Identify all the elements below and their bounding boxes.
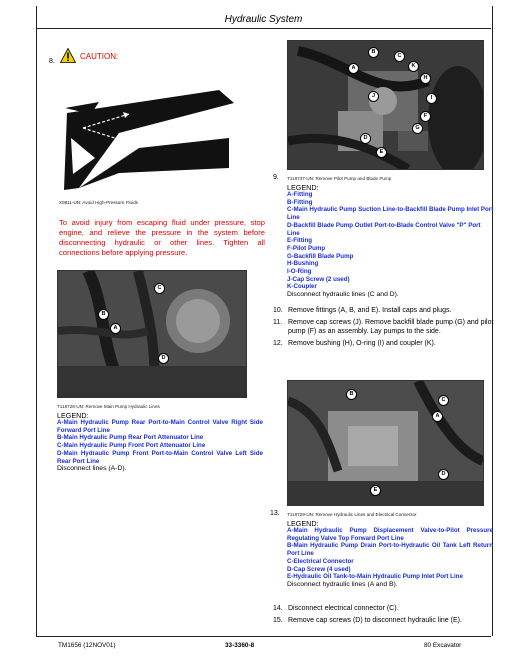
legend-item: D-Main Hydraulic Pump Front Port-to-Main Control Valve Left Side Rear Port Line [57,449,263,465]
fig1-callout: A [348,63,359,74]
fig1-callout: B [368,47,379,58]
footer-rule [36,636,491,637]
legend2 [57,419,263,473]
caution-icon [60,48,76,68]
caution-image-caption: X9811-UN: Avoid High-Pressure Fluids [59,200,138,205]
legend-item: H-Bushing [287,260,319,268]
step9-legend [287,191,495,299]
step-row [273,616,495,625]
step-row [273,306,495,315]
step13-legend-title: LEGEND: [287,519,319,528]
step-row [273,318,495,336]
caution-label: CAUTION: [80,52,119,61]
legend-item: F-Pilot Pump [287,244,326,252]
main-pump-hydraulic-lines-photo [57,270,247,398]
step-text: Remove cap screws (D) to disconnect hydraulic line (E). [288,617,462,624]
legend-item: A-Fitting [287,191,313,198]
footer-model: 80 Excavator [424,642,462,649]
step13-instruction: Disconnect hydraulic lines (A and B). [287,580,398,588]
legend-item: B-Main Hydraulic Pump Drain Port-to-Hydraulic Oil Tank Left Return Port Line [287,542,493,558]
step-text: Remove bushing (H), O-ring (I) and coupler (K). [288,340,436,347]
legend-item: B-Main Hydraulic Pump Rear Port Attenuator Line [57,434,204,442]
fig1-callout: D [360,133,371,144]
fig3-callout: C [438,395,449,406]
step-8-number: 8. [49,58,55,65]
high-pressure-fluid-illustration [59,78,239,196]
legend-item: A-Main Hydraulic Pump Rear Port-to-Main Control Valve Right Side Forward Port Line [57,419,263,434]
legend-item: C-Main Hydraulic Pump Suction Line-to-Backfill Blade Pump Inlet Port Line [287,206,494,222]
fig3-caption: T118729-UN: Remove Hydraulic Lines and Electrical Connector [287,512,417,517]
footer-page-number: 33-3360-8 [225,642,255,649]
legend-item: E-Fitting [287,237,313,245]
step-9-number: 9. [273,174,279,181]
fig2-caption: T118728-UN: Remove Main Pump Hydraulic Lines [57,404,160,409]
step-row [273,339,495,348]
legend-item: K-Coupler [287,283,317,291]
fig3-callout: E [370,485,381,496]
steps-14-15 [273,604,495,625]
step-number: 14. [273,605,283,612]
fig2-callout: D [158,353,169,364]
pressure-warning-text: To avoid injury from escaping fluid under pressure, stop engine, and relieve the pressure in the system before disconnecting hydraulic or other lines. Tighten all connections before applying pressure. [59,218,265,257]
legend2-instruction: Disconnect lines (A-D). [57,465,127,473]
fig1-callout: I [426,93,437,104]
step-number: 10. [273,307,283,314]
footer-manual-id: TM1656 (12NOV01) [58,642,116,649]
step-number: 12. [273,340,283,347]
legend-item: I-O-Ring [287,268,312,276]
step-13-number: 13. [270,510,280,517]
fig1-caption: T118737-UN: Remove Pilot Pump and Blade Pump [287,176,392,181]
fig1-callout: K [408,61,419,72]
fig1-callout: G [412,123,423,134]
pilot-pump-blade-pump-photo [287,40,484,170]
step-text: Disconnect electrical connector (C). [288,605,399,612]
legend-item: E-Hydraulic Oil Tank-to-Main Hydraulic Pump Inlet Port Line [287,573,463,581]
fig3-callout: D [438,469,449,480]
fig1-callout: E [376,147,387,158]
step-number: 11. [273,319,283,326]
legend-item: G-Backfill Blade Pump [287,252,354,260]
legend-item: J-Cap Screw (2 used) [287,275,350,283]
step-text: Remove cap screws (J). Remove backfill blade pump (G) and pilot pump (F) as an assembly. Lay pumps to the side. [288,319,494,335]
legend-item: A-Main Hydraulic Pump Displacement Valve-to-Pilot Pressure Regulating Valve Top Forward Port Line [287,527,493,542]
legend-item: C-Main Hydraulic Pump Front Port Attenuator Line [57,442,206,450]
legend-item: B-Fitting [287,198,313,206]
step-number: 15. [273,617,283,624]
fig3-callout: A [432,411,443,422]
step13-legend [287,527,493,589]
fig1-callout: C [394,51,405,62]
fig1-callout: F [420,111,431,122]
fig3-callout: B [346,389,357,400]
fig2-callout: C [154,283,165,294]
fig2-callout: A [110,323,121,334]
fig1-callout: J [368,91,379,102]
fig2-callout: B [98,309,109,320]
legend-item: D-Cap Screw (4 used) [287,565,351,573]
fig1-callout: H [420,73,431,84]
hydraulic-lines-electrical-connector-photo [287,380,484,506]
step9-instruction: Disconnect hydraulic lines (C and D). [287,291,399,299]
step-row [273,604,495,613]
step9-legend-title: LEGEND: [287,183,319,192]
steps-10-12 [273,306,495,348]
page-header: Hydraulic System [36,6,491,29]
legend-item: C-Electrical Connector [287,557,354,565]
legend-item: D-Backfill Blade Pump Outlet Port-to-Blade Control Valve "P" Port Line [287,221,481,237]
step-text: Remove fittings (A, B, and E). Install caps and plugs. [288,307,452,314]
legend2-title: LEGEND: [57,411,89,420]
